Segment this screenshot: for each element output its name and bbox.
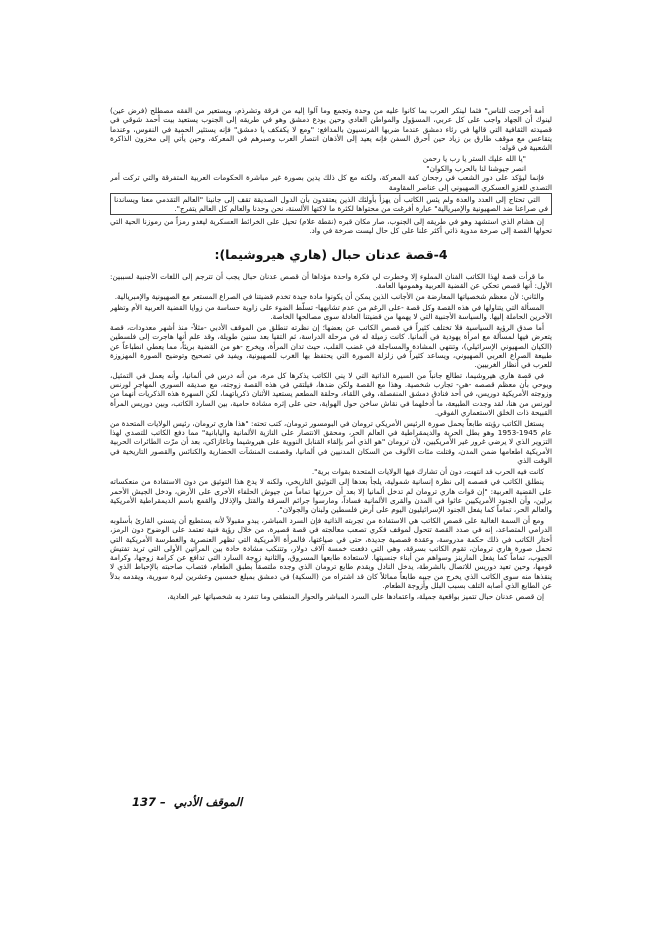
publication-name: الموقف الأدبي: [173, 795, 243, 809]
paragraph: أمة أخرجت للناس" فثما لينكر العرب بما كانوا عليه من وحدة وتجمع وما آلوا إليه من فرقة وتشرذم، ويستعير من الفقه مصطلح (فرض عين) لينوك أن الجهاد واجب على كل عربي، المسؤول والمواطن العادي وحين يودع دمشق وهو في طريقه إلى الجنوب يستعيد بيت أحمد شوقي في قصيدته الثقافية التي قالها في رثاء دمشق عندما ضربها الفرنسيون بالمدافع: "ومع لا يكفكف يا دمشق" فإنه يستثير الحمية في النفوس، وعندما يتقاعس مع موقف طارق بن زياد حين أحرق السفن فإنه يعيد إلى الأذهان انتصار العرب وصبرهم في المعركة، وحين يأتي إلى مخزون الذاكرة الشعبية في قوله:: [110, 106, 552, 152]
section-heading: 4-قصة عدنان حبال (هاري هيروشيما):: [214, 247, 448, 263]
article-body: [110, 106, 552, 765]
paragraph: كانت فيه الحرب قد انتهت، دون أن تشارك فيها الولايات المتحدة بقوات برية".: [311, 466, 544, 476]
paragraph: ما قرأت قصة لهذا الكاتب الفنان المملوء إلا وخطرت لي فكرة واحدة مؤداها أن قصص عدنان حبال يجب أن تترجم إلى اللغات الأجنبية لسببين: الأول: أنها قصص تحكي عن القضية العربية وهمومها العامة.: [110, 272, 552, 291]
paragraph: في قصة هاري هيروشيما، تطالع جانباً من السيرة الذاتية التي لا يني الكاتب يذكرها كل مرة، من أنه درس في ألمانيا، وأنه يعمل في التمثيل، ويوحي بأن معظم قصصه -هي- تجارب شخصية. وهذا مع القصة ولكن ضدها، فيلتقي في هذه القصة زوجته، مع صديقه السوري المهاجر لورنس وزوجته الأمريكية دوريس، في أحد فنادق دمشق المنفصلة، وفي اللقاء، وحلقة المطعم يستعيد الأثنان ذكرياتهما، لكن السهرة هذه الذكريات أنهما من لورنس من هنا، لقد وجدت الطبيعة، ما أدخلهما في نقاش ساخن حول الهواية، حتى على إثره مشادة حامية، بين السارد الكاتب، وبين دوريس المرأة القبيحة ذات الخلق الاستعماري الفوقي.: [110, 370, 552, 417]
paragraph: المسألة التي يتناولها في هذه القصة وكل قصة -على الرغم من عدم تشابهها- تسلّط الضوء على زاوية حساسة من زوايا القضية العربية الأم وتظهر الآخرين الحاملة إليها. والسياسة الأجنبية التي لا يهمها من قضيتنا العادلة سوى مصالحها الخاصة.: [110, 302, 552, 322]
boxed-paragraph: التي تحتاج إلى العدد والعدة ولم يئس الكاتب أن يهزأ بأولئك الذين يعتقدون بأن الدول الصديقة تقف إلى جانبنا "العالم التقدمي معنا ويساندنا في صراعنا ضد الصهيونية والإمبريالية" عبارة أفرغت من محتواها لكثرة ما لاكتها الألسنة، نحن وحدنا والعالم كل العالم يتفرج".: [110, 193, 552, 215]
page-footer: [132, 795, 242, 809]
paragraph: ينطلق الكاتب في قصصه إلى نظرة إنسانية شمولية، يلجأ بعدها إلى التوثيق التاريخي، ولكنه لا يدع هذا التوثيق من دون الاستفادة من منعكساته على القضية العربية: "إن قوات هاري ترومان لم تدخل ألمانيا إلا بعد أن حررتها تماماً من جيوش الحلفاء الأخرى على الأرض، ودخل الجيش الأحمر برلين، وأن الجنود الأمريكيين عاثوا في المدن والقرى الألمانية فساداً، ومارسوا جرائم السرقة والقتل والإذلال والقمع باسم الديمقراطية الأمريكية والعالم الحر، تماماً كما يفعل الجنود الإسرائيليون اليوم على أرض فلسطين ولبنان والجولان".: [110, 477, 552, 515]
poem-line: انصر جيوشنا لنا بالحرب والكوان": [426, 163, 526, 173]
paragraph: إن هشام الذي استشهد وهو في طريقه إلى الجنوب، صار مكان قبره (نقطة علام) تحيل على الخرائط العسكرية ليغدو رمزاً من رموزنا الحية التي تحولها القصة إلى صرخة مدوية ذاتي أكثر علنا على كل حال ليست صرخة في واد.: [110, 216, 552, 235]
paragraph: فإنما ليؤكد على دور الشعب في رجحان كفة المعركة، ولكنه مع كل ذلك يدين بصورة غير مباشرة الحكومات العربية المتفرقة والتي تركت أمر التصدي للغزو العسكري الصهيوني إلى عناصر المقاومة: [110, 173, 552, 192]
paragraph: إن قصص عدنان حبال تتميز بواقعية جميلة، واعتمادها على السرد المباشر والحوار المنطقي وما تنفرد به شخصياتها غير العادية،: [167, 591, 544, 601]
paragraph: والثاني: لأن معظم شخصياتها المعارضة من الأجانب الذين يمكن أن يكونوا مادة جيدة تخدم قضيتنا في الصراع المستعر مع الصهيونية والإمبريالية.: [114, 292, 544, 302]
page-number: 137: [132, 795, 157, 809]
paragraph: ومع أن السمة الغالبة على قصص الكاتب هي الاستفادة من تجربته الذاتية فإن السرد المباشر، يبدو مقبولاً لأنه يستطيع أن يتسني القارئ بأسلوبه الدرامي المتصاعد، إنه في صدد القصة تتحول لموقف فكري تصعب معالجته في قصة قصيرة، من خلال رؤية فنية تعتمد على الوضوح دون الرمز، أختار الكاتب في ذلك حكمة مدروسة، وعقدة قصصية جديدة، حتى في صياغتها، فالمرأة الأمريكية التي تظهر العنصرية والغطرسة الأمريكية التي تحمل صورة هاري ترومان، تقوم الكاتب بسرقة، وهي التي دفعت خمسة آلاف دولار، وتتنكب مشادة حادة بين المرأتين الأولى التي تريد تفتيش الجيوب، تماماً كما يفعل المارينز وسواهم من أبناء جنسيتها. لاستعادة طابعها المسروق، والثانية زوجة السارد التي تدافع عن كرامة زوجها، وكرامة قومها، وحين تعيد دوريس للاتصال بالشرطة، يدخل النادل ويقدم طابع ترومان الذي وجده ملتصقاً بطبق الطعام، فتصاب صاحبته بالإحباط الذي لا ينقذها منه سوى الكاتب الذي يخرج من جيبه طابعاً مماثلاً كان قد اشتراه من (السكية) في دمشق بمبلغ خمسين وعشرين ليرة سورية، ويقدمه بدلاً عن الطابع الذي أصابه التلف بسبب البلل وأزوجة الطعام.: [110, 516, 552, 590]
footer-separator: –: [160, 795, 166, 809]
paragraph: يستغل الكاتب رؤيته طابعاً يحمل صورة الرئيس الأمريكي ترومان في البومسور ترومان، كتب تحته: "هذا هاري ترومان، رئيس الولايات المتحدة من عام 1945-1953 وهو بطل الحرية والديمقراطية في العالم الحر، ومحقق الانتصار على النازية الألمانية واليابانية" مما دفع الكاتب للتصدي لهذا التزوير الذي لا يرضي غرور غير الأمريكيين، لأن ترومان "هو الذي أمر بإلقاء القنابل النووية على هيروشيما وناغازاكي، بعد أن مرّت الطائرات الحربية الأمريكية اطعامها ضمن المدن، وقتلت مئات الألوف من السكان المدنيين في ألمانيا، وقصفت المنشآت الحضارية والكنائس والقصور التاريخية في الوقت الذي: [110, 418, 552, 465]
paragraph: أما صدق الرؤية السياسية فلا تختلف كثيراً في قصص الكاتب عن بعضها؛ إن نظرته تنطلق من الموقف الأدبي -مثلاً- منذ أشهر معدودات، قصة يتعرض فيها لمسألة مع امرأة يهودية في ألمانيا. كانت زميلة له في مرحلة الدراسة، ثم التقيا بعد سنين طويلة، وقد علم أنها هاجرت إلى فلسطين (الكيان الصهيوني الإسرائيلي)، وتنتهي المشادة والمساجلة في غضب القلب، حيث تدان المرأة، ويخرج -هو من القضية بريئاً، مما يعطي انطباعاً عن طبيعة الصراع العربي الصهيوني، ويساعد كثيراً في زلزلة الصورة التي يحتفظ بها الغرب للصهيونية، ويفيد في تصحيح وتوضيح الصورة المهزوزة للعرب في أنظار الغربيين.: [110, 323, 552, 370]
poem-line: "يا الله عليك الستر يا رب يا رحمن: [422, 153, 526, 163]
